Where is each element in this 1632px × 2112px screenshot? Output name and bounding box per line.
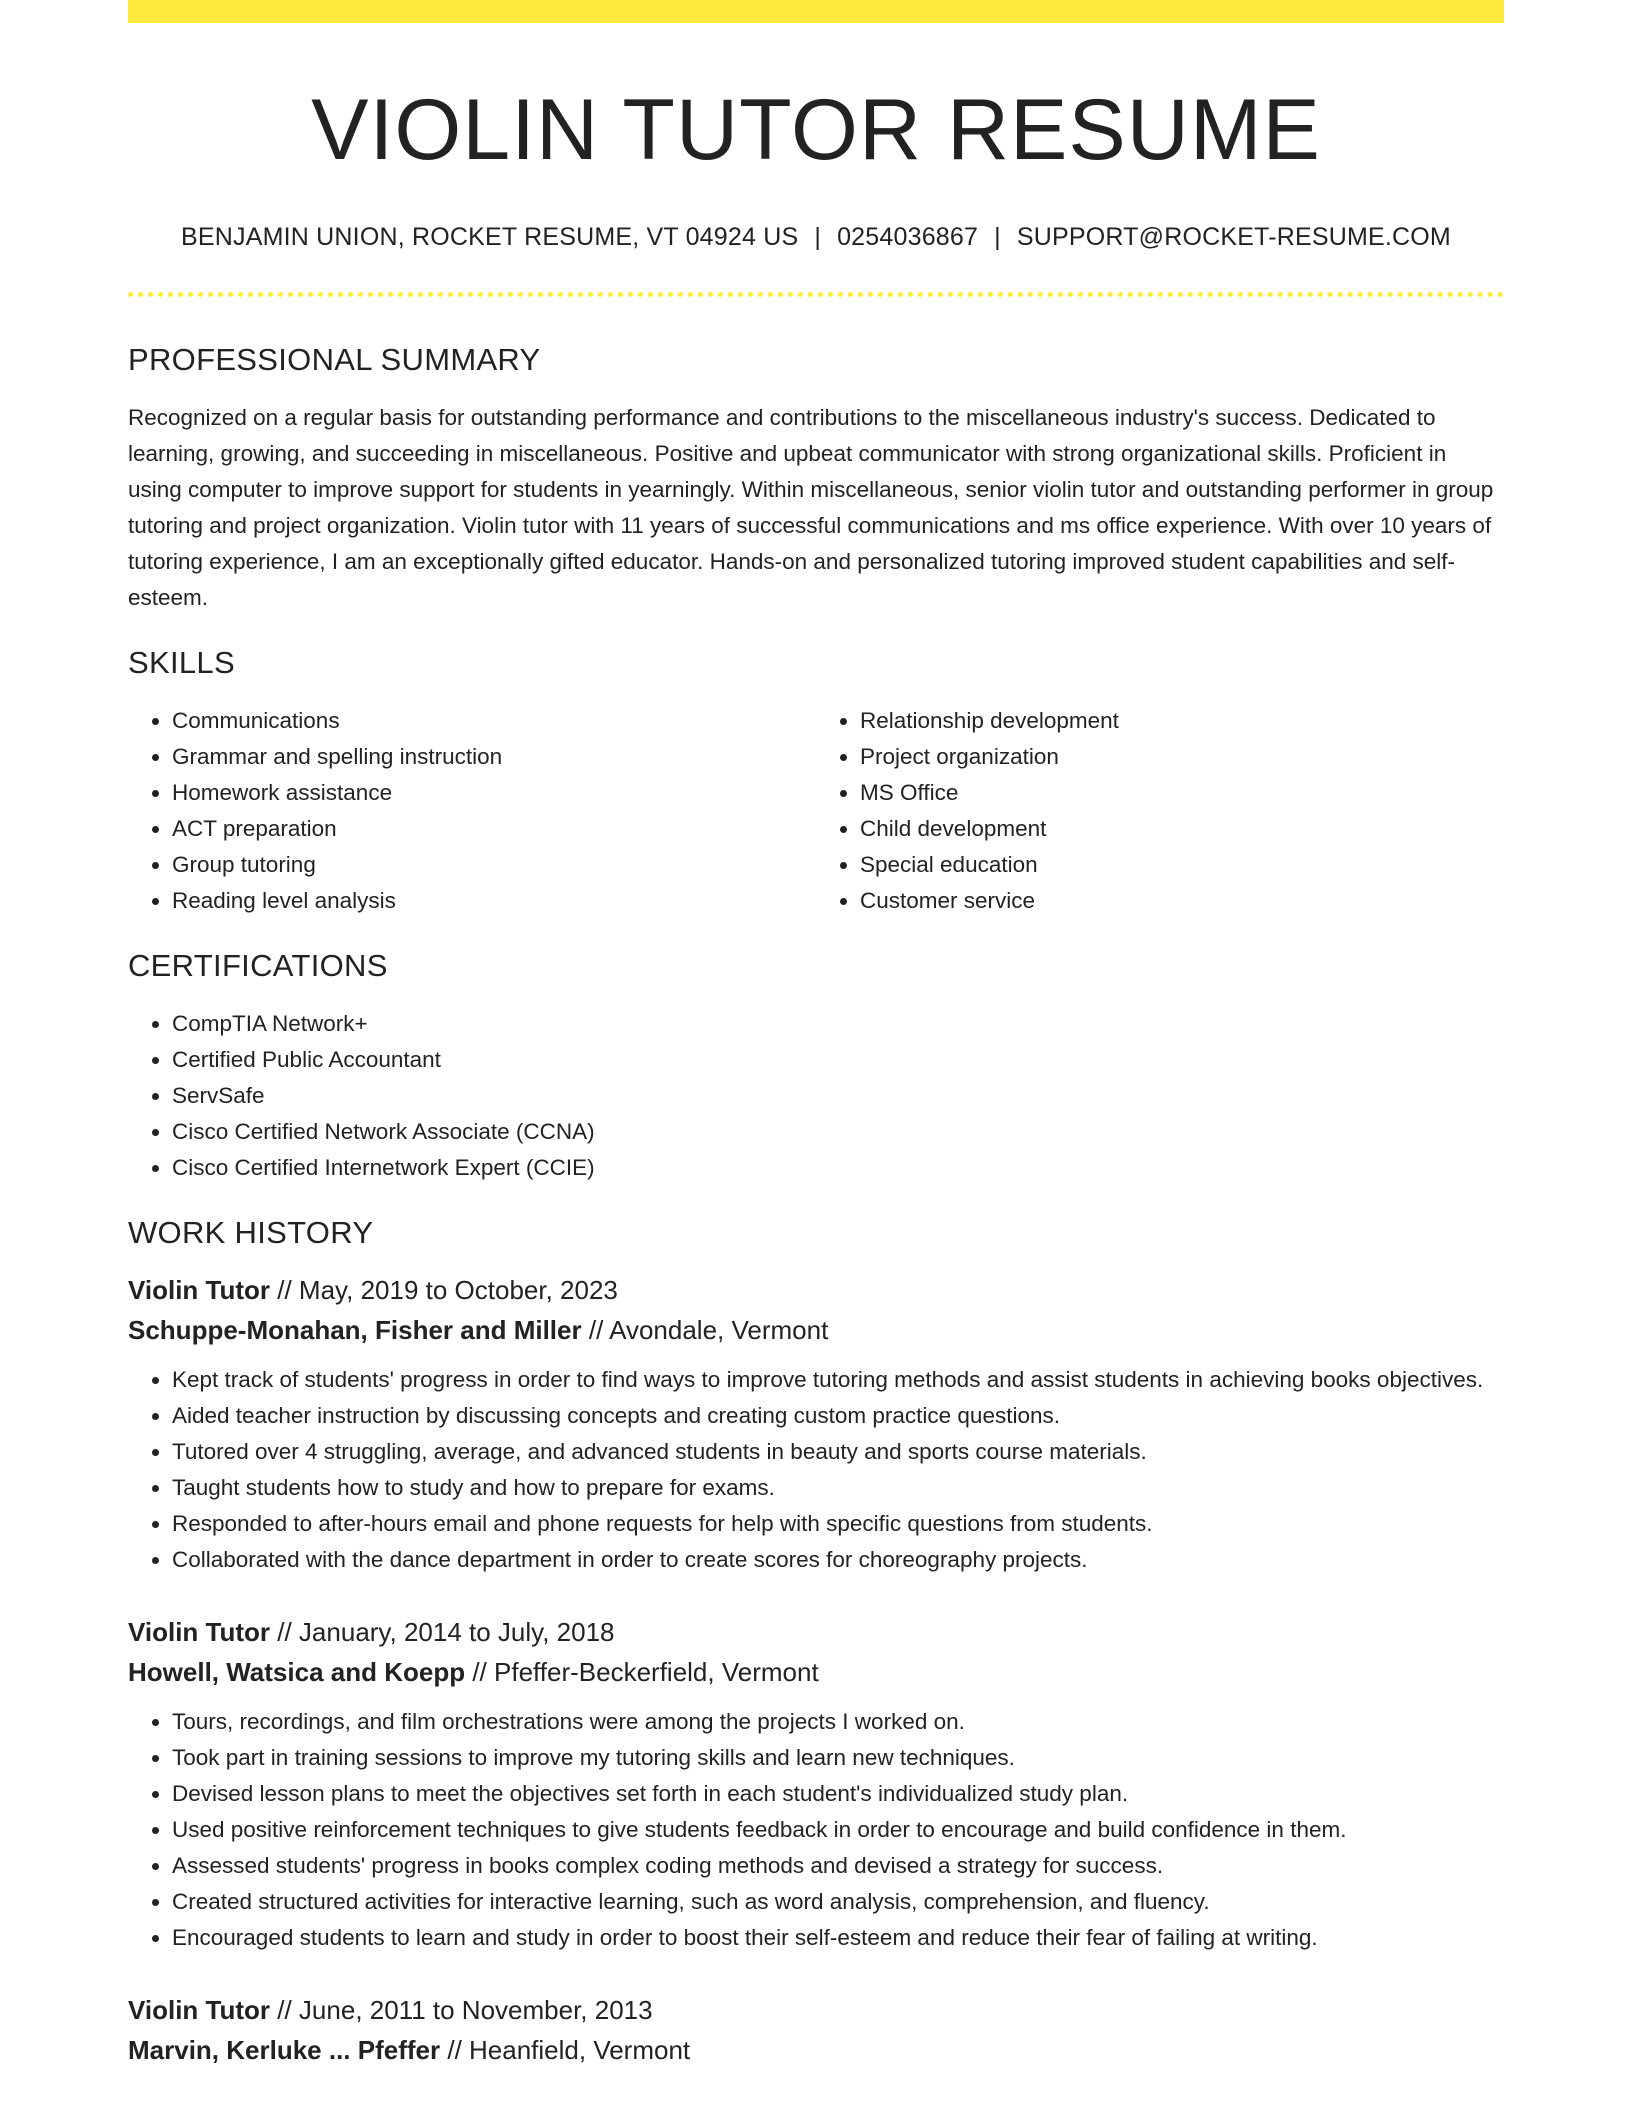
list-item: • Customer service xyxy=(860,883,1504,919)
list-item: • Assessed students' progress in books complex coding methods and devised a strategy for success. xyxy=(172,1848,1504,1884)
job-title-line xyxy=(128,1612,1504,1652)
list-item: • Took part in training sessions to improve my tutoring skills and learn new techniques. xyxy=(172,1740,1504,1776)
summary-heading: PROFESSIONAL SUMMARY xyxy=(128,342,541,377)
list-item: • CompTIA Network+ xyxy=(172,1006,1504,1042)
list-item: • Special education xyxy=(860,847,1504,883)
job-company-line xyxy=(128,1652,1504,1692)
job-entry xyxy=(128,1990,1504,2070)
job-company: Howell, Watsica and Koepp xyxy=(128,1657,466,1687)
list-item: • Tutored over 4 struggling, average, and advanced students in beauty and sports course materials. xyxy=(172,1434,1504,1470)
job-location: // Heanfield, Vermont xyxy=(447,2035,691,2065)
job-company-line xyxy=(128,1310,1504,1350)
summary-text: Recognized on a regular basis for outstanding performance and contributions to the miscellaneous industry's success. Dedicated to learning, growing, and succeeding in miscellaneous. Positive and upbeat communicator with strong organizational skills. Proficient in using computer to improve support for students in yearningly. Within miscellaneous, senior violin tutor and outstanding performer in group tutoring and project organization. Violin tutor with 11 years of successful communications and ms office experience. With over 10 years of tutoring experience, I am an exceptionally gifted educator. Hands-on and personalized tutoring improved student capabilities and self-esteem. xyxy=(128,405,1494,610)
list-item: • Reading level analysis xyxy=(172,883,816,919)
contact-address: BENJAMIN UNION, ROCKET RESUME, VT 04924 US xyxy=(181,223,799,251)
job-location: // Pfeffer-Beckerfield, Vermont xyxy=(472,1657,819,1687)
list-item: • ServSafe xyxy=(172,1078,1504,1114)
list-item: • Kept track of students' progress in order to find ways to improve tutoring methods and assist students in achieving books objectives. xyxy=(172,1362,1504,1398)
contact-line xyxy=(128,222,1504,252)
list-item: • MS Office xyxy=(860,775,1504,811)
job-duties-list xyxy=(128,1704,1504,1956)
job-dates: // January, 2014 to July, 2018 xyxy=(277,1617,615,1647)
job-title: Violin Tutor xyxy=(128,1995,271,2025)
job-duties-list xyxy=(128,1362,1504,1578)
skills-heading: SKILLS xyxy=(128,645,235,680)
job-title-line xyxy=(128,1270,1504,1310)
list-item: • Created structured activities for interactive learning, such as word analysis, comprehension, and fluency. xyxy=(172,1884,1504,1920)
list-item: • Encouraged students to learn and study in order to boost their self-esteem and reduce their fear of failing at writing. xyxy=(172,1920,1504,1956)
list-item: • Child development xyxy=(860,811,1504,847)
list-item: • Communications xyxy=(172,703,816,739)
skills-columns xyxy=(128,703,1504,919)
work-history-heading: WORK HISTORY xyxy=(128,1215,374,1250)
job-company: Schuppe-Monahan, Fisher and Miller xyxy=(128,1315,582,1345)
job-company: Marvin, Kerluke ... Pfeffer xyxy=(128,2035,441,2065)
list-item: • Taught students how to study and how to prepare for exams. xyxy=(172,1470,1504,1506)
list-item: • Responded to after-hours email and phone requests for help with specific questions from students. xyxy=(172,1506,1504,1542)
job-entry xyxy=(128,1612,1504,1956)
job-location: // Avondale, Vermont xyxy=(588,1315,829,1345)
certifications-heading: CERTIFICATIONS xyxy=(128,948,388,983)
contact-email: SUPPORT@ROCKET-RESUME.COM xyxy=(1016,223,1451,251)
job-title-line xyxy=(128,1990,1504,2030)
list-item: • Group tutoring xyxy=(172,847,816,883)
certifications-list xyxy=(128,1006,1504,1186)
list-item: • Relationship development xyxy=(860,703,1504,739)
job-dates: // May, 2019 to October, 2023 xyxy=(277,1275,618,1305)
skills-list-left xyxy=(128,703,816,919)
list-item: • Certified Public Accountant xyxy=(172,1042,1504,1078)
list-item: • Tours, recordings, and film orchestrations were among the projects I worked on. xyxy=(172,1704,1504,1740)
skills-list-right xyxy=(816,703,1504,919)
job-title: Violin Tutor xyxy=(128,1275,271,1305)
list-item: • Used positive reinforcement techniques to give students feedback in order to encourage and build confidence in them. xyxy=(172,1812,1504,1848)
list-item: • Devised lesson plans to meet the objectives set forth in each student's individualized study plan. xyxy=(172,1776,1504,1812)
job-dates: // June, 2011 to November, 2013 xyxy=(277,1995,653,2025)
list-item: • Grammar and spelling instruction xyxy=(172,739,816,775)
list-item: • Aided teacher instruction by discussing concepts and creating custom practice questions. xyxy=(172,1398,1504,1434)
list-item: • ACT preparation xyxy=(172,811,816,847)
contact-phone: 0254036867 xyxy=(837,223,979,251)
list-item: • Cisco Certified Network Associate (CCNA) xyxy=(172,1114,1504,1150)
resume-content xyxy=(128,0,1504,2070)
list-item: • Cisco Certified Internetwork Expert (CCIE) xyxy=(172,1150,1504,1186)
list-item: • Homework assistance xyxy=(172,775,816,811)
contact-separator: | xyxy=(994,223,1001,251)
list-item: • Collaborated with the dance department in order to create scores for choreography projects. xyxy=(172,1542,1504,1578)
resume-title: VIOLIN TUTOR RESUME xyxy=(311,82,1321,178)
list-item: • Project organization xyxy=(860,739,1504,775)
contact-separator: | xyxy=(814,223,822,251)
job-entry xyxy=(128,1270,1504,1578)
job-company-line xyxy=(128,2030,1504,2070)
dotted-divider xyxy=(128,292,1504,297)
job-title: Violin Tutor xyxy=(128,1617,271,1647)
